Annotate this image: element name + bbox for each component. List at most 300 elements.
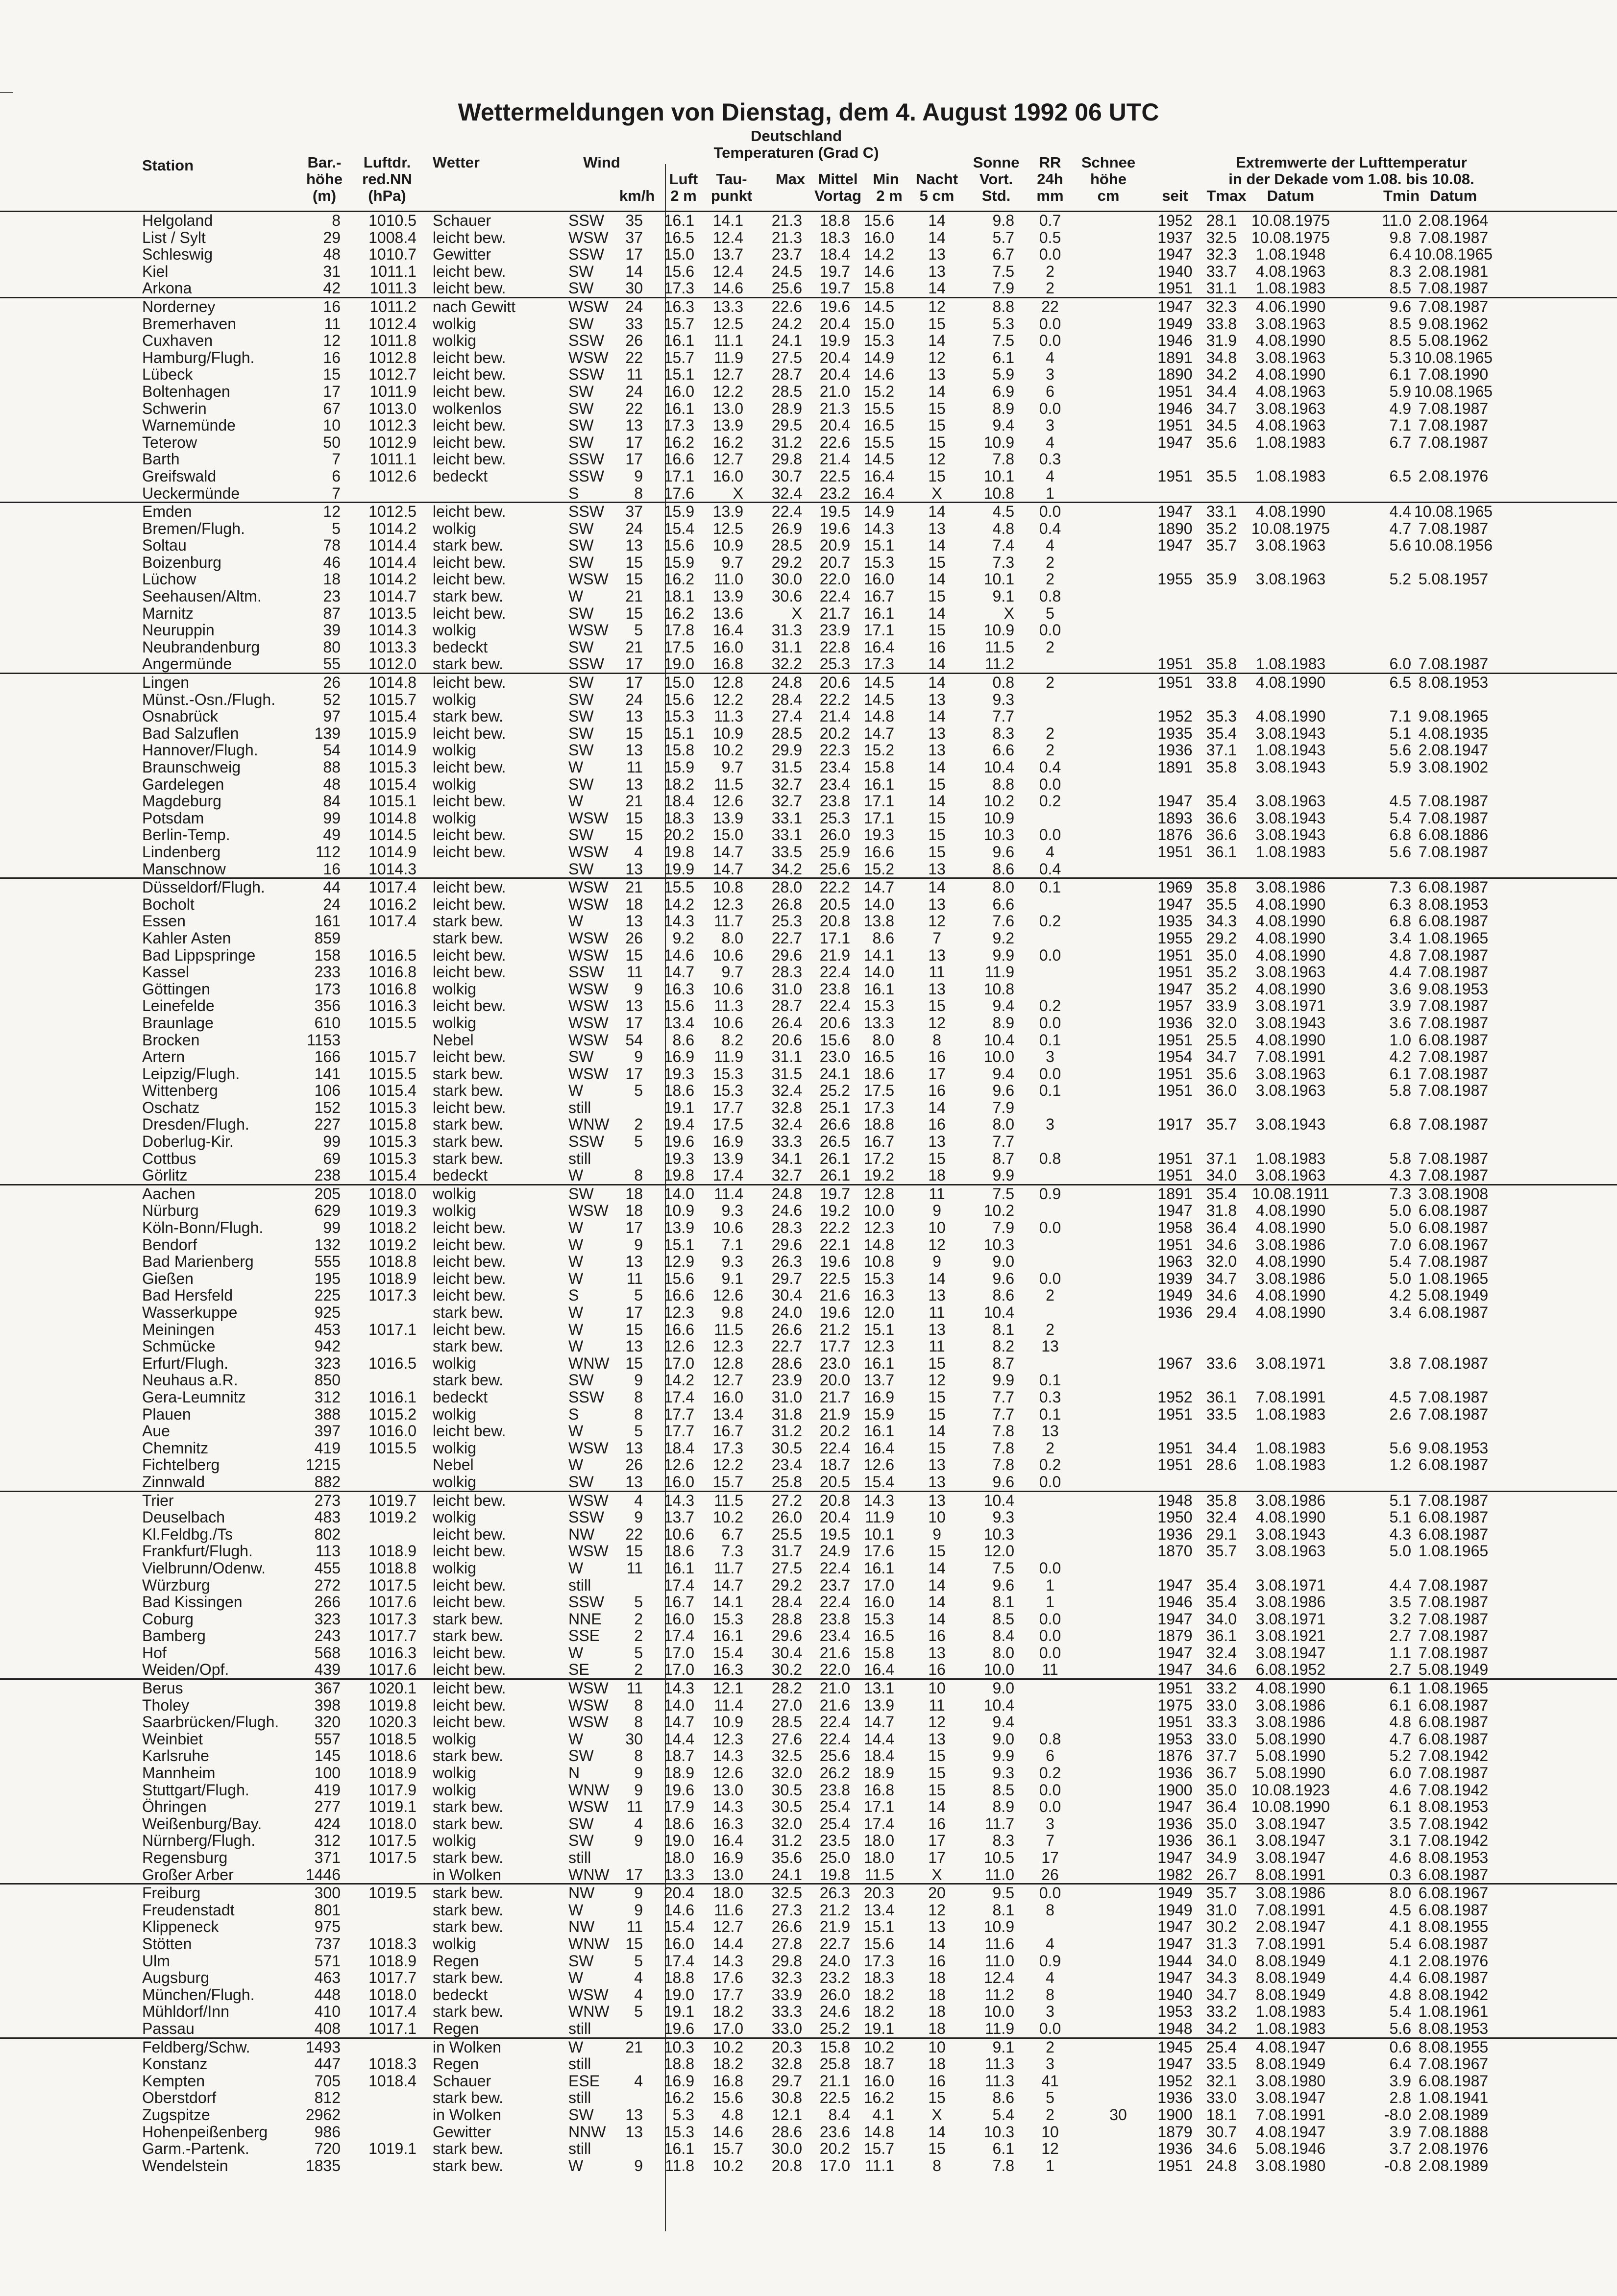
temp-min: 14.3 <box>863 519 894 537</box>
extreme-tmax-date: 1.08.1983 <box>1255 433 1326 451</box>
since-year: 1946 <box>1157 1593 1193 1611</box>
table-row <box>0 1219 1617 1236</box>
temp-night: 9 <box>932 1202 941 1220</box>
station-name: Aachen <box>142 1184 196 1203</box>
temp-max: 29.8 <box>771 450 802 468</box>
temp-mean: 20.2 <box>819 2140 850 2158</box>
temp-max: 24.5 <box>771 262 802 280</box>
wind-direction: WNW <box>568 1865 610 1884</box>
wind-direction: NW <box>568 1918 595 1936</box>
wind-direction: W <box>568 1269 584 1287</box>
temp-min: 15.3 <box>863 997 894 1015</box>
temp-max: 31.1 <box>771 638 802 656</box>
wind-direction: SSW <box>568 1593 604 1611</box>
header-luftdr-3: (hPa) <box>368 187 406 204</box>
temp-min: 16.9 <box>863 1388 894 1406</box>
temp-mean: 24.9 <box>819 1542 850 1560</box>
temp-air: 17.3 <box>663 416 694 435</box>
weather: wolkig <box>433 690 476 708</box>
temp-min: 15.2 <box>863 860 894 878</box>
elevation: 463 <box>314 1969 341 1987</box>
extreme-tmax: 33.0 <box>1206 2089 1237 2107</box>
extreme-tmin-date: 2.08.1976 <box>1418 2140 1489 2158</box>
dewpoint: 16.4 <box>712 621 743 639</box>
extreme-tmax-date: 3.08.1963 <box>1255 792 1326 810</box>
since-year: 1944 <box>1157 1952 1193 1970</box>
temp-max: 32.4 <box>771 1082 802 1100</box>
temp-air: 18.4 <box>663 792 694 810</box>
extreme-tmax: 25.5 <box>1206 1031 1237 1049</box>
precipitation: 0.3 <box>1039 1388 1061 1406</box>
pressure: 1017.1 <box>368 1320 416 1338</box>
weather: leicht bew. <box>433 433 506 451</box>
sunshine: 11.0 <box>985 1952 1014 1970</box>
extreme-tmin-date: 7.08.1987 <box>1418 1491 1489 1509</box>
temp-air: 15.9 <box>663 553 694 571</box>
pressure: 1018.3 <box>368 2055 416 2073</box>
sunshine: 10.1 <box>983 570 1014 588</box>
extreme-tmax: 34.4 <box>1206 1439 1237 1457</box>
wind-direction: SSW <box>568 1133 604 1151</box>
temp-night: 18 <box>928 2003 946 2021</box>
extreme-tmax-date: 7.08.1991 <box>1255 1901 1326 1919</box>
wind-direction: W <box>568 1320 584 1338</box>
since-year: 1870 <box>1157 1542 1193 1560</box>
station-name: Wittenberg <box>142 1082 218 1100</box>
temp-mean: 21.6 <box>819 1643 850 1662</box>
weather: leicht bew. <box>433 1525 506 1543</box>
temp-night: 14 <box>928 2123 946 2141</box>
temp-mean: 22.4 <box>819 1439 850 1457</box>
extreme-tmax: 35.8 <box>1206 878 1237 896</box>
weather: wolkig <box>433 741 476 759</box>
temp-min: 8.6 <box>872 929 894 947</box>
wind-direction: SSW <box>568 1388 604 1406</box>
extreme-tmax: 36.0 <box>1206 1082 1237 1100</box>
weather: leicht bew. <box>433 450 506 468</box>
table-row <box>0 1832 1617 1849</box>
extreme-tmin: 4.5 <box>1389 1901 1411 1919</box>
elevation: 26 <box>323 674 341 692</box>
dewpoint: 12.7 <box>712 1371 743 1389</box>
temp-night: 15 <box>928 997 946 1015</box>
extreme-tmin-date: 7.08.1987 <box>1418 792 1489 810</box>
extreme-tmax-date: 3.08.1943 <box>1255 1014 1326 1032</box>
temp-min: 8.0 <box>872 1031 894 1049</box>
weather: leicht bew. <box>433 1713 506 1731</box>
wind-speed: 11 <box>626 963 643 981</box>
temp-night: 13 <box>928 1320 946 1338</box>
sunshine: 7.7 <box>992 1133 1014 1151</box>
temp-max: 30.8 <box>771 2089 802 2107</box>
temp-night: 14 <box>928 674 946 692</box>
since-year: 1947 <box>1157 1798 1193 1816</box>
header-tmin: Tmin <box>1383 187 1420 204</box>
extreme-tmin: 5.0 <box>1389 1542 1411 1560</box>
temp-mean: 21.6 <box>819 1286 850 1305</box>
station-name: Coburg <box>142 1610 194 1628</box>
table-row <box>0 2003 1617 2020</box>
temp-air: 16.6 <box>663 1286 694 1305</box>
precipitation: 8 <box>1046 1901 1054 1919</box>
wind-direction: WSW <box>568 228 609 246</box>
wind-speed: 17 <box>625 655 643 673</box>
dewpoint: 10.9 <box>712 1713 743 1731</box>
pressure: 1015.3 <box>368 1133 416 1151</box>
wind-speed: 4 <box>634 1985 643 2004</box>
station-name: Deuselbach <box>142 1508 225 1526</box>
wind-speed: 13 <box>625 860 643 878</box>
temp-night: 8 <box>932 2156 941 2175</box>
weather: Schauer <box>433 212 491 229</box>
since-year: 1935 <box>1157 724 1193 742</box>
station-name: Ueckermünde <box>142 484 240 502</box>
wind-speed: 9 <box>634 2156 643 2175</box>
extreme-tmin: 4.3 <box>1389 1525 1411 1543</box>
elevation: 323 <box>314 1354 341 1372</box>
header-max: Max <box>775 170 806 188</box>
extreme-tmin: 3.2 <box>1389 1610 1411 1628</box>
dewpoint: 16.7 <box>712 1422 743 1440</box>
wind-direction: WSW <box>568 1713 609 1731</box>
weather: leicht bew. <box>433 1679 506 1697</box>
sunshine: 10.1 <box>983 467 1014 485</box>
extreme-tmin: 6.4 <box>1389 245 1411 264</box>
temp-air: 8.6 <box>672 1031 694 1049</box>
station-name: Emden <box>142 503 192 521</box>
temp-night: 14 <box>928 1559 946 1577</box>
extreme-tmax: 34.0 <box>1206 1952 1237 1970</box>
sunshine: 8.3 <box>992 1832 1014 1850</box>
extreme-tmin: 4.1 <box>1389 1952 1411 1970</box>
elevation: 78 <box>323 536 341 555</box>
extreme-tmax: 36.4 <box>1206 1798 1237 1816</box>
precipitation: 2 <box>1046 279 1054 297</box>
sunshine: 7.7 <box>992 1405 1014 1423</box>
wind-speed: 9 <box>634 1901 643 1919</box>
temp-max: 25.6 <box>771 279 802 297</box>
since-year: 1879 <box>1157 2123 1193 2141</box>
temp-max: 29.5 <box>771 416 802 435</box>
temp-night: 14 <box>928 792 946 810</box>
station-name: Hohenpeißenberg <box>142 2123 268 2141</box>
extreme-tmax-date: 3.08.1963 <box>1255 1166 1326 1184</box>
temp-mean: 19.7 <box>819 262 850 280</box>
station-name: Chemnitz <box>142 1439 209 1457</box>
extreme-tmin-date: 7.08.1942 <box>1418 1781 1489 1799</box>
table-row <box>0 742 1617 759</box>
station-name: Münst.-Osn./Flugh. <box>142 690 276 708</box>
elevation: 24 <box>323 895 341 913</box>
since-year: 1947 <box>1157 980 1193 998</box>
wind-direction: S <box>568 484 579 502</box>
wind-speed: 9 <box>634 980 643 998</box>
weather: stark bew. <box>433 536 504 555</box>
weather: stark bew. <box>433 1082 504 1100</box>
weather: stark bew. <box>433 1304 504 1321</box>
elevation: 320 <box>314 1713 341 1731</box>
temp-mean: 25.4 <box>819 1814 850 1833</box>
header-luftdr-2: red.NN <box>362 170 412 188</box>
temp-night: 12 <box>928 1901 946 1919</box>
pressure: 1014.4 <box>368 536 416 555</box>
temp-max: 22.6 <box>771 297 802 315</box>
temp-min: 17.6 <box>863 1542 894 1560</box>
dewpoint: 11.3 <box>714 707 743 725</box>
temp-min: 16.6 <box>863 843 894 861</box>
pressure: 1016.2 <box>368 895 416 913</box>
station-name: Bremerhaven <box>142 314 237 333</box>
temp-air: 15.1 <box>663 365 694 384</box>
temp-max: 30.5 <box>771 1439 802 1457</box>
temp-mean: 26.1 <box>819 1149 850 1167</box>
extreme-tmin-date: 7.08.1987 <box>1418 1014 1489 1032</box>
extreme-tmin: 5.2 <box>1389 1747 1411 1765</box>
temp-night: 13 <box>928 1918 946 1936</box>
extreme-tmax: 32.1 <box>1206 2072 1237 2090</box>
temp-max: 29.8 <box>771 1952 802 1970</box>
table-row <box>0 725 1617 742</box>
temp-max: 28.5 <box>771 1713 802 1731</box>
sunshine: 9.8 <box>992 212 1014 229</box>
extreme-tmax: 34.3 <box>1206 1969 1237 1987</box>
sunshine: 9.9 <box>992 1371 1014 1389</box>
wind-speed: 15 <box>625 1354 643 1372</box>
extreme-tmin-date: 6.08.1886 <box>1418 826 1489 844</box>
temp-max: 28.7 <box>771 997 802 1015</box>
temp-night: 16 <box>928 1115 946 1134</box>
table-row <box>0 417 1617 434</box>
wind-direction: WSW <box>568 1542 609 1560</box>
wind-speed: 8 <box>634 484 643 502</box>
elevation: 15 <box>323 365 341 384</box>
dewpoint: 16.8 <box>712 655 743 673</box>
extreme-tmin: 5.4 <box>1389 1253 1411 1271</box>
temp-min: 16.1 <box>863 604 894 622</box>
temp-max: 27.2 <box>771 1491 802 1509</box>
temp-mean: 22.4 <box>819 1713 850 1731</box>
extreme-tmax-date: 3.08.1921 <box>1255 1627 1326 1645</box>
temp-mean: 22.0 <box>819 1661 850 1679</box>
station-group <box>0 502 1617 673</box>
extreme-tmax: 34.5 <box>1206 416 1237 435</box>
header-kmh: km/h <box>619 187 655 204</box>
temp-night: 14 <box>928 1269 946 1287</box>
extreme-tmin: 6.1 <box>1389 1679 1411 1697</box>
temp-mean: 24.6 <box>819 2003 850 2021</box>
table-row <box>0 1150 1617 1167</box>
wind-direction: still <box>568 1576 591 1594</box>
dewpoint: 13.0 <box>712 399 743 417</box>
extreme-tmin-date: 7.08.1987 <box>1418 1627 1489 1645</box>
temp-max: 30.5 <box>771 1781 802 1799</box>
temp-max: 28.8 <box>771 1610 802 1628</box>
since-year: 1947 <box>1157 536 1193 555</box>
pressure: 1018.3 <box>368 1934 416 1953</box>
wind-speed: 5 <box>634 1643 643 1662</box>
temp-min: 17.3 <box>863 1952 894 1970</box>
station-name: Köln-Bonn/Flugh. <box>142 1219 264 1237</box>
temp-min: 17.0 <box>863 1576 894 1594</box>
dewpoint: 14.6 <box>712 2123 743 2141</box>
temp-night: 16 <box>928 1952 946 1970</box>
dewpoint: 14.3 <box>712 1747 743 1765</box>
table-row <box>0 1492 1617 1509</box>
temp-night: 10 <box>928 1219 946 1237</box>
dewpoint: 14.7 <box>712 843 743 861</box>
elevation: 397 <box>314 1422 341 1440</box>
header-rr-b: 24h <box>1037 170 1063 188</box>
wind-speed: 17 <box>625 450 643 468</box>
extreme-tmax: 32.0 <box>1206 1253 1237 1271</box>
table-row <box>0 1099 1617 1116</box>
wind-direction: WSW <box>568 946 609 964</box>
elevation: 7 <box>332 450 341 468</box>
precipitation: 13 <box>1041 1337 1059 1355</box>
temp-mean: 22.2 <box>819 878 850 896</box>
sunshine: 8.1 <box>992 1901 1014 1919</box>
wind-speed: 5 <box>634 1286 643 1305</box>
table-row <box>0 2020 1617 2037</box>
pressure: 1017.1 <box>368 2019 416 2037</box>
weather: wolkig <box>433 1730 476 1748</box>
temp-max: 26.9 <box>771 519 802 537</box>
temp-night: 14 <box>928 1798 946 1816</box>
extreme-tmax-date: 6.08.1952 <box>1255 1661 1326 1679</box>
extreme-tmin: 5.8 <box>1389 1082 1411 1100</box>
elevation: 139 <box>314 724 341 742</box>
weather: bedeckt <box>433 1985 488 2004</box>
extreme-tmax-date: 3.08.1986 <box>1255 878 1326 896</box>
wind-direction: SW <box>568 314 594 333</box>
sunshine: 10.2 <box>983 1202 1014 1220</box>
sunshine: 8.2 <box>992 1337 1014 1355</box>
temp-min: 13.3 <box>863 1014 894 1032</box>
temp-night: 15 <box>928 467 946 485</box>
extreme-tmax: 35.6 <box>1206 1064 1237 1083</box>
temp-air: 14.0 <box>663 1696 694 1714</box>
pressure: 1017.3 <box>368 1610 416 1628</box>
table-row <box>0 468 1617 485</box>
dewpoint: 12.8 <box>712 1354 743 1372</box>
temp-min: 13.9 <box>863 1696 894 1714</box>
station-name: Saarbrücken/Flugh. <box>142 1713 279 1731</box>
extreme-tmin-date: 1.08.1941 <box>1418 2089 1489 2107</box>
precipitation: 0.0 <box>1039 1884 1061 1902</box>
temp-mean: 25.9 <box>819 843 850 861</box>
table-row <box>0 1456 1617 1474</box>
temp-air: 15.7 <box>663 348 694 366</box>
temp-max: 27.4 <box>771 707 802 725</box>
wind-direction: W <box>568 2156 584 2175</box>
extreme-tmax-date: 3.08.1986 <box>1255 1696 1326 1714</box>
temp-mean: 20.8 <box>819 1491 850 1509</box>
pressure: 1012.5 <box>368 503 416 521</box>
sunshine: 8.9 <box>992 399 1014 417</box>
temp-night: 18 <box>928 1985 946 2004</box>
wind-speed: 8 <box>634 1696 643 1714</box>
wind-direction: SW <box>568 2105 594 2124</box>
pressure: 1012.9 <box>368 433 416 451</box>
temp-night: 18 <box>928 2055 946 2073</box>
temp-mean: 26.6 <box>819 1115 850 1134</box>
extreme-tmax-date: 4.08.1990 <box>1255 1286 1326 1305</box>
weather: in Wolken <box>433 1865 501 1884</box>
temp-air: 16.1 <box>663 212 694 229</box>
header-tmax: Tmax <box>1206 187 1247 204</box>
header-luft-a: Luft <box>669 170 698 188</box>
elevation: 448 <box>314 1985 341 2004</box>
table-row <box>0 997 1617 1015</box>
temp-min: 16.1 <box>863 1354 894 1372</box>
station-name: Essen <box>142 912 186 930</box>
header-min-a: Min <box>873 170 899 188</box>
sunshine: 7.7 <box>992 1388 1014 1406</box>
wind-direction: WSW <box>568 1679 609 1697</box>
weather: stark bew. <box>433 655 504 673</box>
dewpoint: 13.0 <box>712 1781 743 1799</box>
since-year: 1890 <box>1157 519 1193 537</box>
temp-air: 16.0 <box>663 382 694 400</box>
dewpoint: 15.7 <box>712 2140 743 2158</box>
temp-night: X <box>931 484 942 502</box>
wind-direction: SSW <box>568 450 604 468</box>
weather: wolkig <box>433 1473 476 1491</box>
extreme-tmax-date: 1.08.1983 <box>1255 467 1326 485</box>
precipitation: 0.1 <box>1039 1082 1061 1100</box>
extreme-tmin-date: 3.08.1908 <box>1418 1184 1489 1203</box>
extreme-tmin-date: 6.08.1987 <box>1418 1969 1489 1987</box>
extreme-tmin-date: 1.08.1961 <box>1418 2003 1489 2021</box>
extreme-tmin: 4.1 <box>1389 1918 1411 1936</box>
weather-table <box>0 211 1617 2174</box>
precipitation: 0.7 <box>1039 212 1061 229</box>
wind-direction: WSW <box>568 348 609 366</box>
temp-air: 16.9 <box>663 1048 694 1066</box>
pressure: 1015.3 <box>368 1149 416 1167</box>
sunshine: 9.1 <box>992 587 1014 605</box>
since-year: 1969 <box>1157 878 1193 896</box>
extreme-tmin-date: 7.08.1987 <box>1418 1064 1489 1083</box>
wind-speed: 15 <box>625 1542 643 1560</box>
extreme-tmax: 35.8 <box>1206 1491 1237 1509</box>
extreme-tmax: 36.1 <box>1206 1627 1237 1645</box>
wind-direction: SW <box>568 1747 594 1765</box>
extreme-tmax-date: 3.08.1971 <box>1255 1354 1326 1372</box>
temp-air: 17.1 <box>663 467 694 485</box>
temp-min: 14.4 <box>863 1730 894 1748</box>
wind-direction: W <box>568 1304 584 1321</box>
temp-mean: 19.5 <box>819 503 850 521</box>
wind-direction: SW <box>568 1048 594 1066</box>
since-year: 1949 <box>1157 1901 1193 1919</box>
temp-air: 15.7 <box>663 314 694 333</box>
wind-direction: SW <box>568 279 594 297</box>
temp-min: 14.2 <box>863 245 894 264</box>
temp-min: 11.1 <box>865 2156 894 2175</box>
elevation: 112 <box>315 843 341 861</box>
extreme-tmin: 1.2 <box>1389 1456 1411 1474</box>
temp-min: 16.5 <box>863 1627 894 1645</box>
table-row <box>0 1355 1617 1372</box>
wind-direction: WNW <box>568 1781 610 1799</box>
table-row <box>0 1440 1617 1457</box>
extreme-tmin: 6.1 <box>1389 1064 1411 1083</box>
sunshine: 10.2 <box>983 792 1014 810</box>
temp-air: 15.6 <box>663 262 694 280</box>
extreme-tmax-date: 3.08.1980 <box>1255 2156 1326 2175</box>
wind-direction: SW <box>568 724 594 742</box>
